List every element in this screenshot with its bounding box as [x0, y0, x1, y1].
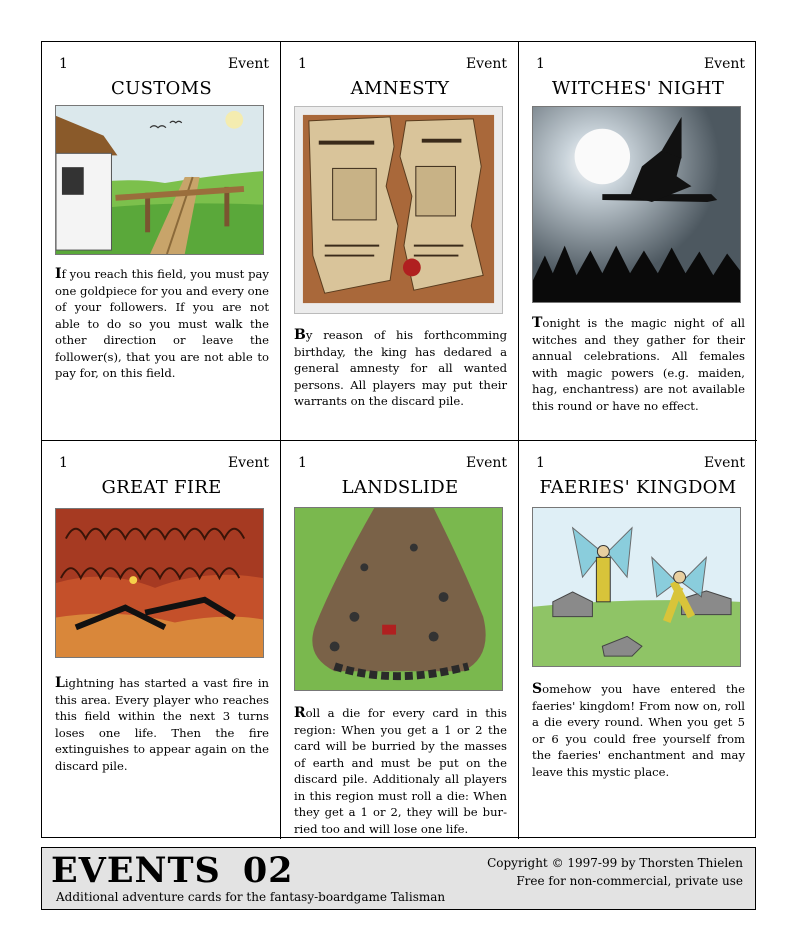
card-body: onight is the magic night of all witches and they gather for their annual celebrations. All females with magic powers (e.g. maiden, hag, enchantress) are not available this round or have no effect. — [532, 316, 745, 413]
forest-fire-illustration — [55, 508, 264, 658]
card-title: WITCHES' NIGHT — [551, 78, 725, 99]
card-body: f you reach this field, you must pay one goldpiece for you and every one of your followers. If you are not able to do so you must walk the other direction or leave the follower(s), that you are not able to pay for, on this field. — [55, 267, 269, 380]
card-text — [55, 266, 269, 382]
witch-moon-illustration — [532, 106, 741, 303]
card-body: y reason of his forthcomming birthday, the king has dedared a general amnesty for all wanted persons. All players may put their warrants on the discard pile. — [294, 328, 507, 408]
copyright-line: Copyright © 1997-99 by Thorsten Thielen — [487, 856, 743, 870]
footer-banner — [41, 847, 756, 910]
card-number: 1 — [298, 56, 307, 72]
landslide-illustration — [294, 507, 503, 691]
card-initial: B — [294, 327, 306, 343]
card-type: Event — [465, 455, 507, 471]
card-initial: L — [55, 675, 65, 691]
card-landslide — [280, 440, 519, 839]
collection-title — [51, 850, 294, 891]
card-text — [55, 675, 269, 774]
card-title: GREAT FIRE — [101, 477, 222, 498]
torn-warrant-illustration — [294, 106, 503, 314]
collection-name: EVENTS — [51, 850, 221, 891]
card-number: 1 — [536, 56, 545, 72]
card-initial: I — [55, 266, 62, 282]
card-body: oll a die for every card in this region: When you get a 1 or 2 the card will be burried by the masses of earth and must be put on the discard pile. Additionaly all players in this region must roll a die: When they get a 1 or 2, they will be bur-ried too and will lose one life. — [294, 706, 507, 836]
card-number: 1 — [536, 455, 545, 471]
card-text — [532, 681, 745, 780]
card-type: Event — [703, 455, 745, 471]
card-initial: R — [294, 705, 306, 721]
card-number: 1 — [59, 56, 68, 72]
card-number: 1 — [298, 455, 307, 471]
card-title: AMNESTY — [350, 78, 450, 99]
card-sheet — [41, 41, 756, 838]
copyright-block — [487, 854, 743, 890]
card-body: omehow you have entered the faeries' kingdom! From now on, roll a die every round. When you get 5 or 6 you could free yourself from the faeries' enchantment and may leave this mystic place. — [532, 682, 745, 779]
faeries-illustration — [532, 507, 741, 667]
card-title: CUSTOMS — [111, 78, 212, 99]
card-type: Event — [227, 455, 269, 471]
card-body: ightning has started a vast fire in this area. Every player who reaches this field within the next 3 turns loses one life. Then the fire extinguishes to appear again on the discard pile. — [55, 676, 269, 773]
card-initial: S — [532, 681, 543, 697]
collection-subtitle: Additional adventure cards for the fantasy-boardgame Talisman — [56, 890, 446, 904]
card-title: FAERIES' KINGDOM — [539, 477, 737, 498]
card-text — [294, 705, 507, 837]
card-amnesty — [280, 42, 519, 441]
card-witches-night — [518, 42, 757, 441]
card-text — [532, 315, 745, 414]
card-type: Event — [703, 56, 745, 72]
card-initial: T — [532, 315, 543, 331]
toll-gate-illustration — [55, 105, 264, 255]
card-type: Event — [227, 56, 269, 72]
card-customs — [42, 42, 281, 441]
collection-number: 02 — [242, 850, 294, 891]
card-number: 1 — [59, 455, 68, 471]
card-great-fire — [42, 440, 281, 839]
license-line: Free for non-commercial, private use — [516, 874, 743, 888]
card-text — [294, 327, 507, 410]
card-faeries-kingdom — [518, 440, 757, 839]
card-title: LANDSLIDE — [341, 477, 459, 498]
card-type: Event — [465, 56, 507, 72]
